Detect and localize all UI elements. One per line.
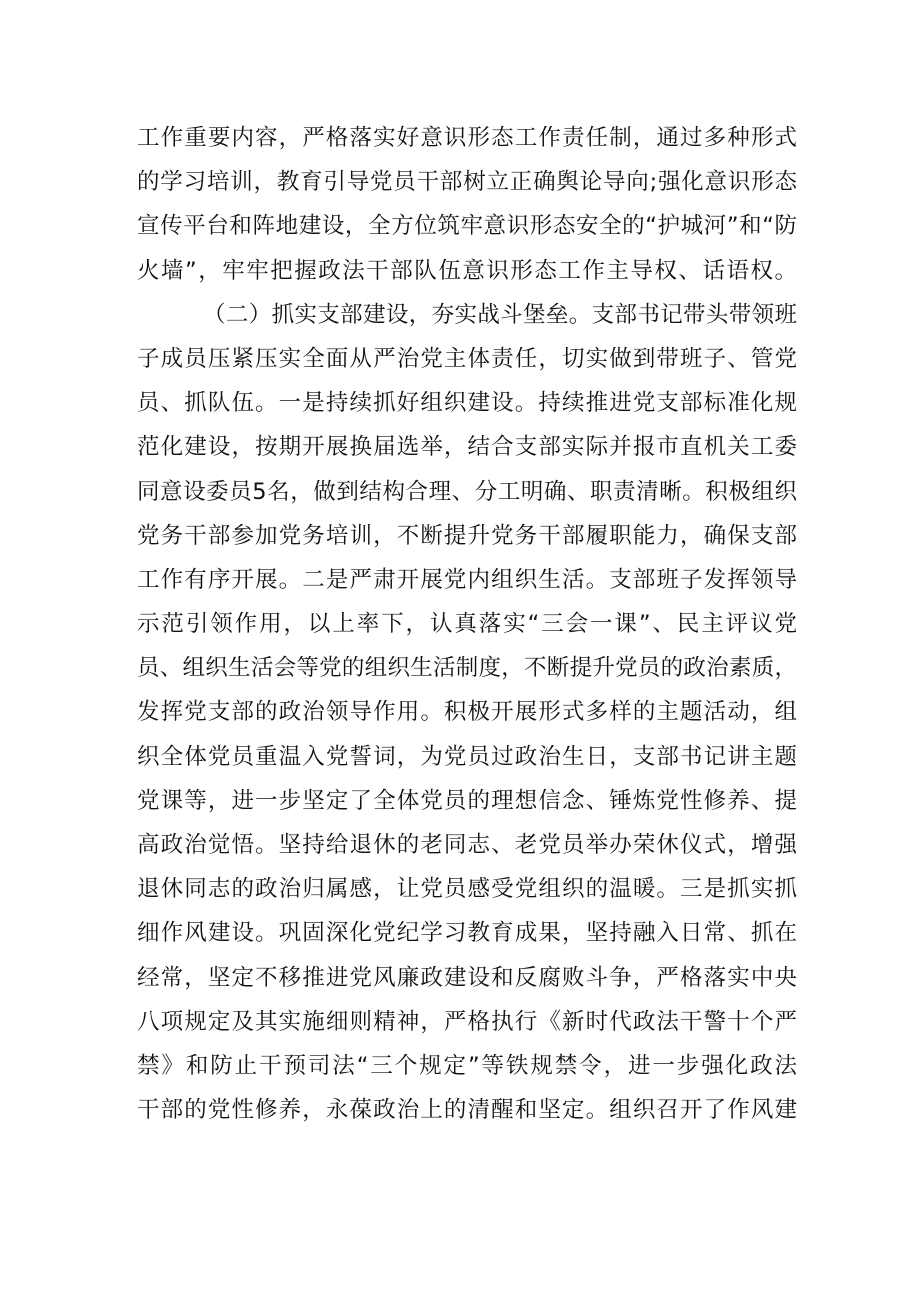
- document-body: [137, 116, 797, 1132]
- text-line: 细作风建设。巩固深化党纪学习教育成果，坚持融入日常、抓在: [137, 920, 797, 947]
- text-line: 干部的党性修养，永葆政治上的清醒和坚定。组织召开了作风建: [137, 1097, 797, 1124]
- text-line: 织全体党员重温入党誓词，为党员过政治生日，支部书记讲主题: [137, 743, 797, 770]
- text-line: 员、组织生活会等党的组织生活制度，不断提升党员的政治素质，: [137, 655, 797, 682]
- text-line: 的学习培训，教育引导党员干部树立正确舆论导向;强化意识形态: [137, 169, 797, 196]
- text-line: 八项规定及其实施细则精神，严格执行《新时代政法干警十个严: [137, 1008, 797, 1035]
- text-line: 火墙”，牢牢把握政法干部队伍意识形态工作主导权、话语权。: [137, 257, 797, 284]
- text-line: 员、抓队伍。一是持续抓好组织建设。持续推进党支部标准化规: [137, 390, 797, 417]
- text-line: 退休同志的政治归属感，让党员感受党组织的温暖。三是抓实抓: [137, 876, 797, 903]
- text-line: 工作重要内容，严格落实好意识形态工作责任制，通过多种形式: [137, 125, 797, 151]
- text-line: 宣传平台和阵地建设，全方位筑牢意识形态安全的“护城河”和“防: [137, 213, 797, 240]
- text-line: 工作有序开展。二是严肃开展党内组织生活。支部班子发挥领导: [137, 566, 797, 593]
- text-line: 发挥党支部的政治领导作用。积极开展形式多样的主题活动，组: [137, 699, 797, 726]
- text-line: 示范引领作用，以上率下，认真落实“三会一课”、民主评议党: [137, 611, 797, 638]
- text-line: 禁》和防止干预司法“三个规定”等铁规禁令，进一步强化政法: [137, 1052, 797, 1079]
- text-line: 范化建设，按期开展换届选举，结合支部实际并报市直机关工委: [137, 434, 797, 461]
- text-line: 党务干部参加党务培训，不断提升党务干部履职能力，确保支部: [137, 522, 797, 549]
- text-line: 同意设委员5名，做到结构合理、分工明确、职责清晰。积极组织: [137, 478, 797, 505]
- text-line: 高政治觉悟。坚持给退休的老同志、老党员举办荣休仪式，增强: [137, 832, 797, 858]
- text-line: 子成员压紧压实全面从严治党主体责任，切实做到带班子、管党: [137, 345, 797, 372]
- text-line: 经常，坚定不移推进党风廉政建设和反腐败斗争，严格落实中央: [137, 964, 797, 991]
- text-line: 党课等，进一步坚定了全体党员的理想信念、锤炼党性修养、提: [137, 787, 797, 814]
- section-heading-line: （二）抓实支部建设，夯实战斗堡垒。支部书记带头带领班: [203, 301, 797, 328]
